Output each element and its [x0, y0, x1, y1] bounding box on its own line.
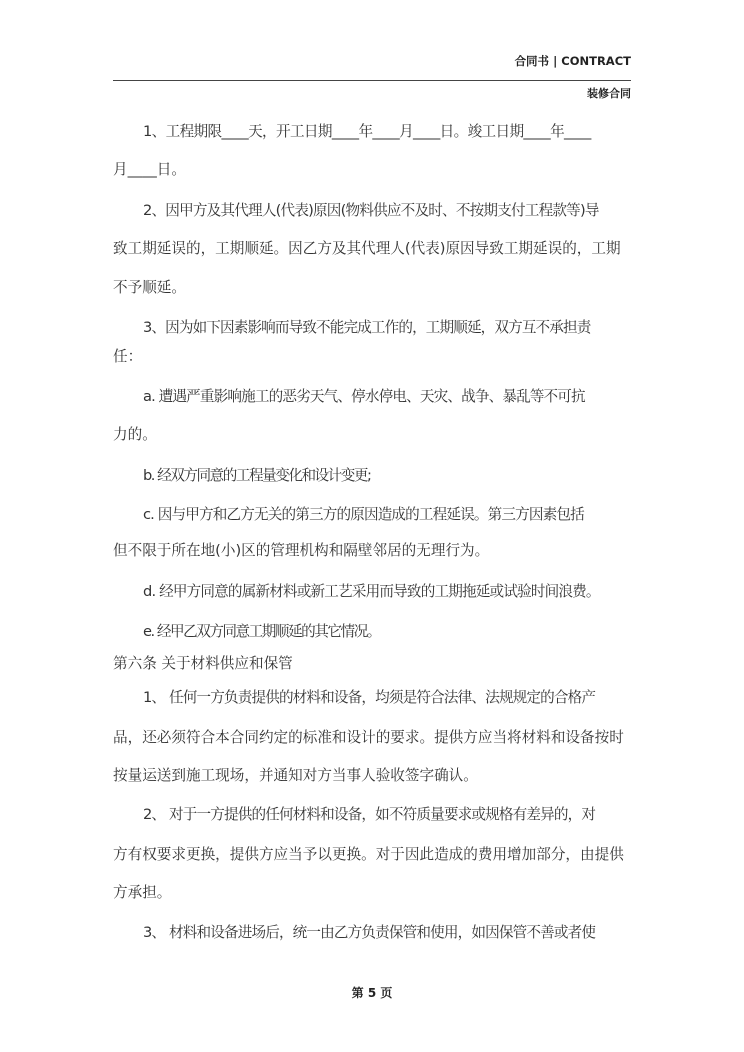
page-number: 第 5 页 [351, 986, 393, 1000]
paragraph-line: 3、 材料和设备进场后，统一由乙方负责保管和使用，如因保管不善或者使 [143, 924, 596, 941]
paragraph-line: 1、 任何一方负责提供的材料和设备，均须是符合法律、法规规定的合格产 [143, 689, 596, 706]
section-heading: 第六条 关于材料供应和保管 [113, 655, 293, 672]
paragraph-line: 但不限于所在地(小)区的管理机构和隔壁邻居的无理行为。 [113, 542, 490, 559]
header-title: 合同书 | CONTRACT [514, 54, 631, 68]
paragraph-line: 致工期延误的，工期顺延。因乙方及其代理人(代表)原因导致工期延误的，工期 [113, 240, 621, 257]
paragraph-line: 按量运送到施工现场，并通知对方当事人验收签字确认。 [113, 767, 478, 784]
paragraph-line: c. 因与甲方和乙方无关的第三方的原因造成的工程延误。第三方因素包括 [143, 506, 584, 523]
paragraph-line: 2、因甲方及其代理人(代表)原因(物料供应不及时、不按期支付工程款等)导 [143, 202, 599, 219]
paragraph-line: a. 遭遇严重影响施工的恶劣天气、停水停电、天灾、战争、暴乱等不可抗 [143, 388, 585, 405]
header-rule [113, 80, 631, 81]
paragraph-line: 品，还必须符合本合同约定的标准和设计的要求。提供方应当将材料和设备按时 [113, 729, 624, 746]
paragraph-line: d. 经甲方同意的属新材料或新工艺采用而导致的工期拖延或试验时间浪费。 [143, 583, 600, 600]
paragraph-line: 月____日。 [113, 161, 186, 178]
paragraph-line: 1、工程期限____天，开工日期____年____月____日。竣工日期____年____ [143, 123, 591, 140]
paragraph-line: 方有权要求更换，提供方应当予以更换。对于因此造成的费用增加部分，由提供 [113, 846, 624, 863]
paragraph-line: 2、 对于一方提供的任何材料和设备，如不符质量要求或规格有差异的，对 [143, 806, 596, 823]
paragraph-line: 力的。 [113, 426, 157, 443]
paragraph-line: 不予顺延。 [113, 279, 186, 296]
paragraph-line: b. 经双方同意的工程量变化和设计变更; [143, 467, 371, 484]
header-subtitle: 装修合同 [587, 87, 631, 100]
paragraph-line: e. 经甲乙双方同意工期顺延的其它情况。 [143, 623, 380, 640]
paragraph-line: 方承担。 [113, 884, 172, 901]
paragraph-line: 任： [113, 348, 143, 365]
paragraph-line: 3、因为如下因素影响而导致不能完成工作的，工期顺延，双方互不承担责 [143, 319, 591, 336]
